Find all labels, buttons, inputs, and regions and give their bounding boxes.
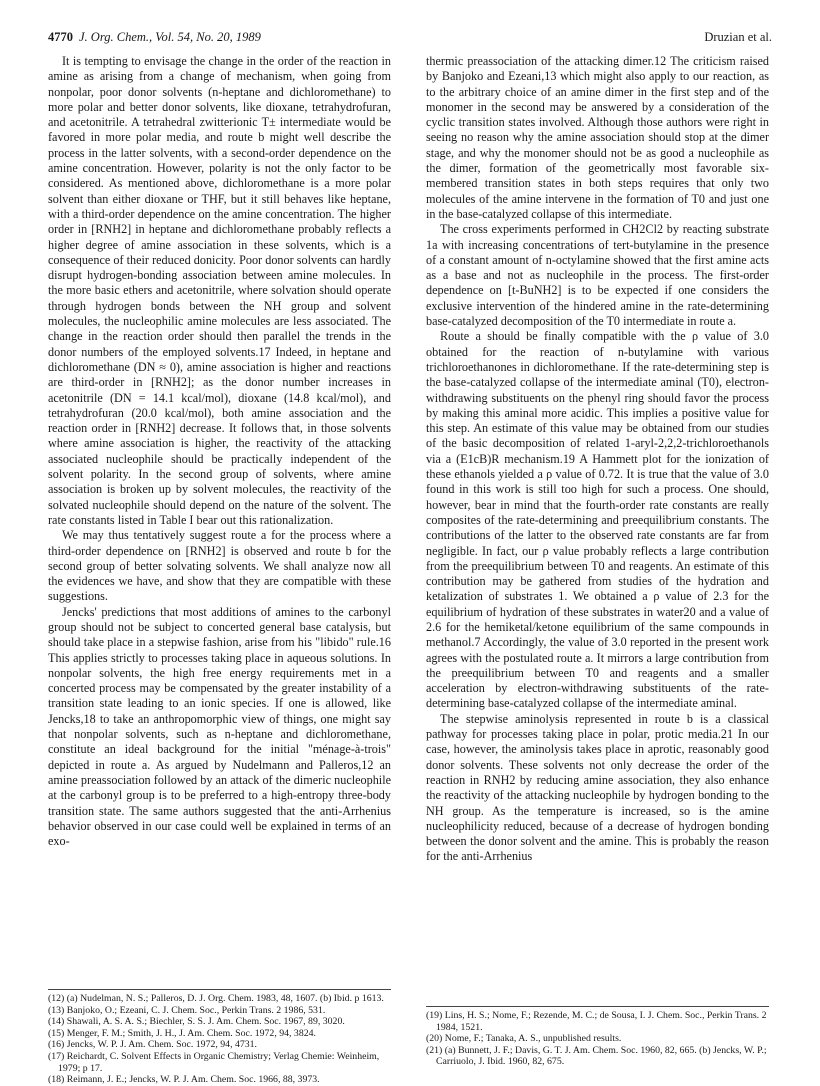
left-column [48, 54, 391, 849]
paragraph: It is tempting to envisage the change in the order of the reaction in amine as arising from a change of mechanism, when going from nonpolar, poor donor solvents (n-heptane and dichloromethane) to more polar and better donor solvents, like dioxane, tetrahydrofuran, and acetonitrile. A tetrahedral zwitterionic T± intermediate would be favored in more polar media, and route b might well describe the process in the latter solvents, with a second-order dependence on the amine concentration. However, polarity is not the only factor to be considered. As mentioned above, dichloromethane is a more polar solvent than either dioxane or THF, but it still behaves like heptane, with a third-order dependence on the amine concentration. The higher order in [RNH2] in heptane and dichloromethane probably reflects a higher degree of amine association in these solvents, which is a consequence of their reduced donicity. Poor donor solvents can hardly disrupt hydrogen-bonding association between amine molecules. In the more basic ethers and acetonitrile, where solvation should operate through hydrogen bonds between the NH group and solvent molecules, the nucleophilic amine molecules are less associated. The change in the reaction order should then parallel the trends in the donor numbers of the employed solvents.17 Indeed, in heptane and dichloromethane (DN ≈ 0), amine association is higher and reactions are third-order in [RNH2]; as the donor number increases in acetonitrile (DN = 14.1 kcal/mol), dioxane (14.8 kcal/mol), and tetrahydrofuran (20.0 kcal/mol), both amine association and the reaction order in [RNH2] decrease. It follows that, in those solvents where amine association is higher, the reactivity of the attacking associated nucleophile should be practically independent of the solvent polarity. In the second group of solvents, where amine association is broken up by solvent molecules, the reactivity of the solvated nucleophile should depend on the nature of the solvent. The rate constants listed in Table I bear out this rationalization. [48, 54, 391, 527]
paragraph: We may thus tentatively suggest route a for the process where a third-order dependence on [RNH2] is observed and route b for the second group of better solvating solvents. We shall analyze now all the evidences we have, and show that they are compatible with these suggestions. [48, 528, 391, 604]
footnote: (15) Menger, F. M.; Smith, J. H., J. Am. Chem. Soc. 1972, 94, 3824. [48, 1027, 316, 1039]
page-header [48, 30, 772, 50]
footnote: (13) Banjoko, O.; Ezeani, C. J. Chem. Soc., Perkin Trans. 2 1986, 531. [48, 1004, 326, 1016]
running-authors: Druzian et al. [704, 30, 772, 44]
footnote: (17) Reichardt, C. Solvent Effects in Organic Chemistry; Verlag Chemie: Weinheim, 1979; p 17. [48, 1050, 380, 1074]
paragraph: The cross experiments performed in CH2Cl2 by reacting substrate 1a with increasing concentrations of tert-butylamine in the presence of a constant amount of n-octylamine showed that the first amine acts as a base and not as nucleophile in the process. The first-order dependence on [t-BuNH2] is to be expected if one considers the exclusive intervention of the hindered amine in the rate-determining base-catalyzed decomposition of the T0 intermediate in route a. [426, 222, 769, 329]
footnotes-left [48, 989, 391, 1086]
footnote: (12) (a) Nudelman, N. S.; Palleros, D. J. Org. Chem. 1983, 48, 1607. (b) Ibid. p 1613. [48, 993, 384, 1004]
paragraph: Route a should be finally compatible with the ρ value of 3.0 obtained for the reaction of n-butylamine with various trichloroethanones in dichloromethane. If the rate-determining step is the base-catalyzed collapse of the intermediate aminal (T0), electron-withdrawing substituents on the phenyl ring should favor the process by making this aminal more acidic. This implies a positive value for this step. An estimate of this value may be obtained from our studies of the basic decomposition of related 1-aryl-2,2,2-trichloroethanols via a (E1cB)R mechanism.19 A Hammett plot for the ionization of these ethanols yielded a ρ value of 0.72. It is true that the value of 3.0 found in this work is still too high for such a process. One should, however, bear in mind that the fourth-order rate constants are really composites of the rate-determining and preequilibrium constants. The contributions of the latter to the observed rate constants are far from negligible. In fact, our ρ value probably reflects a large contribution from the preequilibrium between T0 and reagents. An estimate of this contribution may be gathered from studies of the hydration and ketalization of substrates 1. We obtained a ρ value of 2.3 for the equilibrium of hydration of these substrates in water20 and a value of 2.6 for the hemiketal/ketone equilibrium of the same compounds in methanol.7 Accordingly, the value of 3.0 reported in the present work agrees with the postulated route a. It mirrors a large contribution from the preequilibrium between T0 and reagents and a smaller acceleration by electron-withdrawing substituents of the rate-determining base-catalyzed collapse of the intermediate aminal. [426, 329, 769, 711]
right-column [426, 54, 769, 865]
paragraph: The stepwise aminolysis represented in route b is a classical pathway for processes taking place in polar, protic media.21 In our case, however, the aminolysis takes place in aprotic, reasonably good donor solvents. These solvents not only decrease the order of the reaction in RNH2 by reducing amine association, they also enhance the reactivity of the attacking nucleophile by hydrogen bonding to the NH group. As the temperature is increased, so is the amine nucleophilicity reduced, because of a decrease of hydrogen bonding between the donor solvent and the amine. This is probably the reason for the anti-Arrhenius [426, 711, 769, 864]
footnote-rule [426, 1006, 769, 1007]
footnote: (19) Lins, H. S.; Nome, F.; Rezende, M. C.; de Sousa, I. J. Chem. Soc., Perkin Trans. 2 1984, 1521. [426, 1010, 767, 1033]
header-left [48, 30, 261, 45]
page-number: 4770 [48, 30, 73, 44]
footnote: (20) Nome, F.; Tanaka, A. S., unpublished results. [426, 1033, 622, 1045]
footnote: (14) Shawali, A. S. A. S.; Biechler, S. S. J. Am. Chem. Soc. 1967, 89, 3020. [48, 1016, 345, 1028]
footnotes-right [426, 1006, 769, 1068]
paragraph-continued: thermic preassociation of the attacking dimer.12 The criticism raised by Banjoko and Ezeani,13 which might also apply to our reaction, as to the arbitrary choice of an amine dimer in the first step and of the monomer in the second may be answered by a consideration of the cyclic transition states involved. Although those authors were right in seeing no reason why the amine association should stop at the dimer stage, and why the monomer should not be as good a nucleophile as the dimer, formation of the geometrically most favorable six-membered transition states in both steps requires that only two molecules of the amine intervene in the formation of T0 and just one in the base-catalyzed collapse of this intermediate. [426, 54, 769, 221]
footnote: (16) Jencks, W. P. J. Am. Chem. Soc. 1972, 94, 4731. [48, 1039, 258, 1051]
footnote-rule [48, 989, 391, 990]
paragraph: Jencks' predictions that most additions of amines to the carbonyl group should not be subject to concerted general base catalysis, but should take place in a stepwise fashion, arise from his "libido" rule.16 This applies strictly to processes taking place in aqueous solutions. In nonpolar solvents, the high free energy requirements met in a concerted process may be compensated by the greater instability of a transition state leading to an ionic species. If one is allowed, like Jencks,18 to take an anthropomorphic view of things, one might say that nonpolar solvents, such as n-heptane and dichloromethane, constitute an ideal background for the initial "ménage-à-trois" depicted in route a. As argued by Nudelmann and Palleros,12 an amine preassociation followed by an attack of the dimeric nucleophile at the carbonyl group is to be preferred to a high-entropy three-body transition state. The same authors suggested that the anti-Arrhenius behavior observed in our case could well be explained in terms of an exo- [48, 604, 391, 849]
journal-citation: J. Org. Chem., Vol. 54, No. 20, 1989 [79, 30, 261, 44]
footnote: (21) (a) Bunnett, J. F.; Davis, G. T. J. Am. Chem. Soc. 1960, 82, 665. (b) Jencks, W. P.; Carriuolo, J. Ibid. 1960, 82, 675. [426, 1044, 767, 1068]
footnote: (18) Reimann, J. E.; Jencks, W. P. J. Am. Chem. Soc. 1966, 88, 3973. [48, 1074, 320, 1086]
